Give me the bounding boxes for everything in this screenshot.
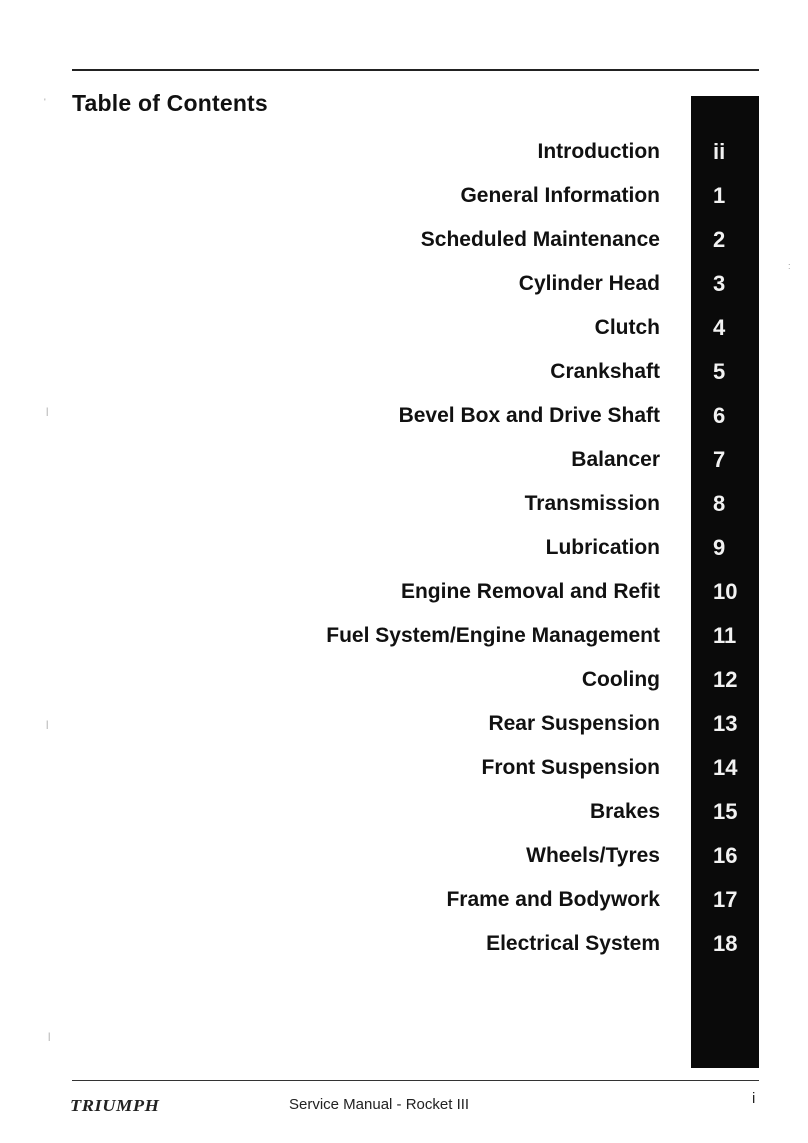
- section-tab-13[interactable]: 13: [713, 711, 738, 736]
- section-tab-16[interactable]: 16: [713, 843, 738, 868]
- toc-entry-wheels-tyres[interactable]: Wheels/Tyres: [526, 844, 660, 867]
- page-title: Table of Contents: [72, 90, 268, 116]
- scan-speck: ': [44, 97, 46, 107]
- toc-entry-scheduled-maintenance[interactable]: Scheduled Maintenance: [420, 228, 660, 251]
- section-tab-4[interactable]: 4: [713, 315, 726, 340]
- section-tab-15[interactable]: 15: [713, 799, 738, 824]
- section-tab-6[interactable]: 6: [713, 403, 726, 428]
- section-tab-14[interactable]: 14: [713, 755, 738, 780]
- section-tab-2[interactable]: 2: [713, 227, 726, 252]
- scan-speck: |: [48, 1031, 51, 1041]
- scan-speck: |: [46, 406, 49, 416]
- section-tab-10[interactable]: 10: [713, 579, 738, 604]
- toc-entry-brakes[interactable]: Brakes: [589, 800, 660, 823]
- toc-entry-transmission[interactable]: Transmission: [524, 492, 660, 515]
- toc-entry-balancer[interactable]: Balancer: [571, 448, 660, 471]
- toc-entry-fuel-system[interactable]: Fuel System/Engine Management: [326, 624, 660, 647]
- section-number-list: [691, 130, 759, 966]
- toc-entry-list: [250, 130, 660, 966]
- toc-entry-front-suspension[interactable]: Front Suspension: [481, 756, 660, 779]
- toc-entry-frame-bodywork[interactable]: Frame and Bodywork: [446, 888, 660, 911]
- section-tab-11[interactable]: 11: [713, 623, 737, 648]
- section-tab-3[interactable]: 3: [713, 271, 726, 296]
- section-tab-introduction[interactable]: ii: [713, 139, 726, 164]
- top-rule: [72, 69, 759, 71]
- footer-page-number: i: [752, 1090, 756, 1107]
- section-tab-12[interactable]: 12: [713, 667, 738, 692]
- toc-entry-general-information[interactable]: General Information: [460, 184, 660, 207]
- toc-entry-cooling[interactable]: Cooling: [581, 668, 660, 691]
- scan-speck: |: [46, 719, 49, 729]
- scan-speck: :: [788, 261, 791, 271]
- toc-entry-bevel-box[interactable]: Bevel Box and Drive Shaft: [398, 404, 660, 427]
- toc-entry-engine-removal[interactable]: Engine Removal and Refit: [400, 580, 660, 603]
- section-tab-9[interactable]: 9: [713, 535, 726, 560]
- section-tab-7[interactable]: 7: [713, 447, 726, 472]
- section-tab-17[interactable]: 17: [713, 887, 738, 912]
- footer-manual-title: Service Manual - Rocket III: [289, 1096, 470, 1113]
- triumph-logo: TRIUMPH: [70, 1096, 160, 1115]
- toc-entry-rear-suspension[interactable]: Rear Suspension: [488, 712, 660, 735]
- section-tab-8[interactable]: 8: [713, 491, 726, 516]
- toc-entry-clutch[interactable]: Clutch: [594, 316, 660, 339]
- section-tab-1[interactable]: 1: [713, 183, 726, 208]
- toc-entry-lubrication[interactable]: Lubrication: [545, 536, 660, 559]
- bottom-rule: [72, 1080, 759, 1081]
- toc-entry-crankshaft[interactable]: Crankshaft: [550, 360, 660, 383]
- section-tab-5[interactable]: 5: [713, 359, 726, 384]
- section-tab-18[interactable]: 18: [713, 931, 738, 956]
- toc-entry-cylinder-head[interactable]: Cylinder Head: [518, 272, 660, 295]
- toc-entry-introduction[interactable]: Introduction: [537, 140, 660, 163]
- toc-entry-electrical-system[interactable]: Electrical System: [486, 932, 660, 955]
